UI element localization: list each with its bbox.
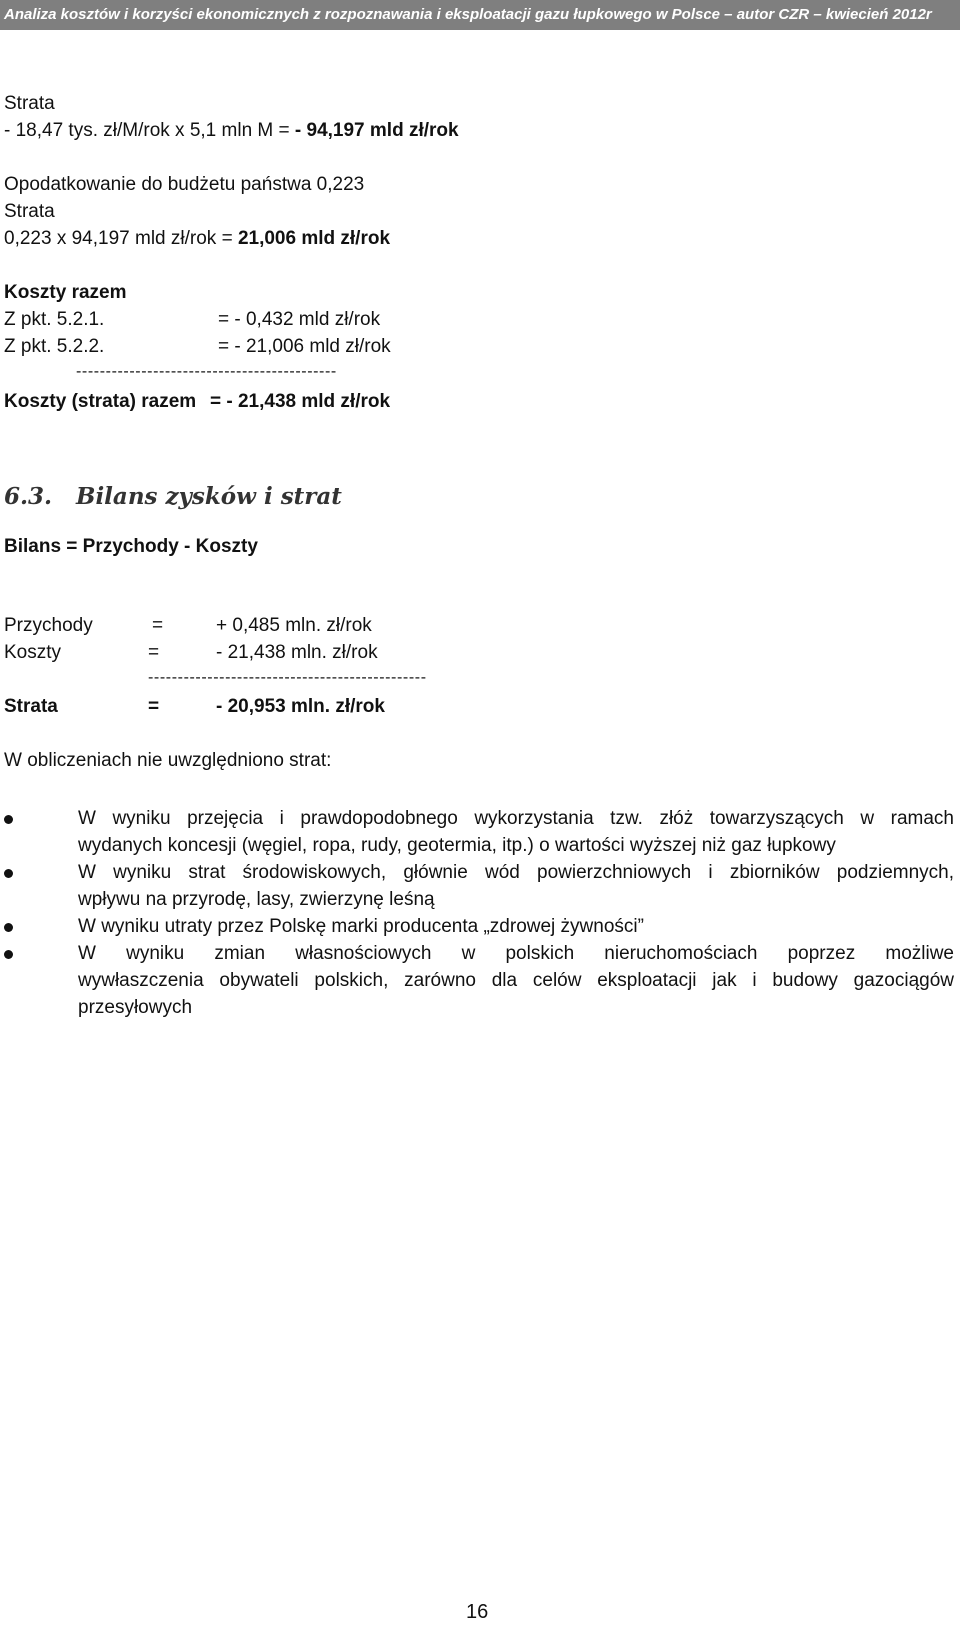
page-number: 16 (466, 1601, 489, 1623)
balance-costs-value: - 21,438 mln. zł/rok (216, 642, 378, 663)
bullet-icon (4, 815, 13, 824)
tax-calculation (4, 227, 390, 251)
cost-total-label: Koszty (strata) razem (4, 391, 197, 412)
section-number: 6.3. (4, 483, 53, 510)
cost-row-2-label: Z pkt. 5.2.2. (4, 336, 105, 357)
tax-heading: Opodatkowanie do budżetu państwa 0,223 (4, 174, 365, 195)
loss-label: Strata (4, 93, 55, 114)
balance-revenue-value: + 0,485 mln. zł/rok (216, 615, 372, 636)
loss-calc-result: - 94,197 mld zł/rok (294, 120, 459, 141)
balance-loss-value: - 20,953 mln. zł/rok (216, 696, 385, 717)
tax-calc-result: 21,006 mld zł/rok (237, 228, 391, 249)
costs-total-heading: Koszty razem (4, 282, 127, 303)
list-item-text: W wyniku utraty przez Polskę marki producenta „zdrowej żywności” (78, 916, 644, 937)
cost-row-1-value: = - 0,432 mld zł/rok (218, 309, 381, 330)
cost-total-value: = - 21,438 mld zł/rok (210, 391, 391, 412)
running-header: Analiza kosztów i korzyści ekonomicznych z rozpoznawania i eksploatacji gazu łupkowego w Polsce – autor CZR – kwiecień 2012r (0, 0, 960, 30)
list-item-text: W wyniku zmian własnościowych w polskich nieruchomościach poprzez możliwe wywłaszczenia obywateli polskich, zarówno dla celów eksploatacji jak i budowy gazociągów przesyłowych (78, 943, 954, 1018)
cost-row-2-value: = - 21,006 mld zł/rok (218, 336, 391, 357)
section-heading (4, 483, 342, 510)
bullet-icon (4, 950, 13, 959)
balance-formula: Bilans = Przychody - Koszty (4, 536, 258, 557)
balance-revenue-eq: = (152, 615, 164, 636)
cost-row-1-label: Z pkt. 5.2.1. (4, 309, 105, 330)
balance-loss-label: Strata (4, 696, 58, 717)
loss-calculation (4, 119, 459, 143)
balance-costs-eq: = (148, 642, 160, 663)
balance-loss-eq: = (148, 696, 160, 717)
balance-revenue-label: Przychody (4, 615, 93, 636)
notes-intro: W obliczeniach nie uwzględniono strat: (4, 750, 332, 771)
loss-calc-formula: - 18,47 tys. zł/M/rok x 5,1 mln M = (4, 120, 295, 141)
tax-loss-label: Strata (4, 201, 55, 222)
list-item-text: W wyniku strat środowiskowych, głównie wód powierzchniowych i zbiorników podziemnych, wpływu na przyrodę, lasy, zwierzynę leśną (78, 862, 954, 910)
bullet-icon (4, 869, 13, 878)
balance-costs-label: Koszty (4, 642, 62, 663)
list-item-text: W wyniku przejęcia i prawdopodobnego wykorzystania tzw. złóż towarzyszących w ramach wydanych koncesji (węgiel, ropa, rudy, geotermia, itp.) o wartości wyższej niż gaz łupkowy (78, 808, 954, 856)
bullet-icon (4, 923, 13, 932)
section-title: Bilans zysków i strat (76, 483, 342, 510)
balance-divider: ----------------------------------------------- (148, 669, 427, 686)
tax-calc-formula: 0,223 x 94,197 mld zł/rok = (4, 228, 238, 249)
cost-divider: -------------------------------------------- (76, 363, 337, 380)
